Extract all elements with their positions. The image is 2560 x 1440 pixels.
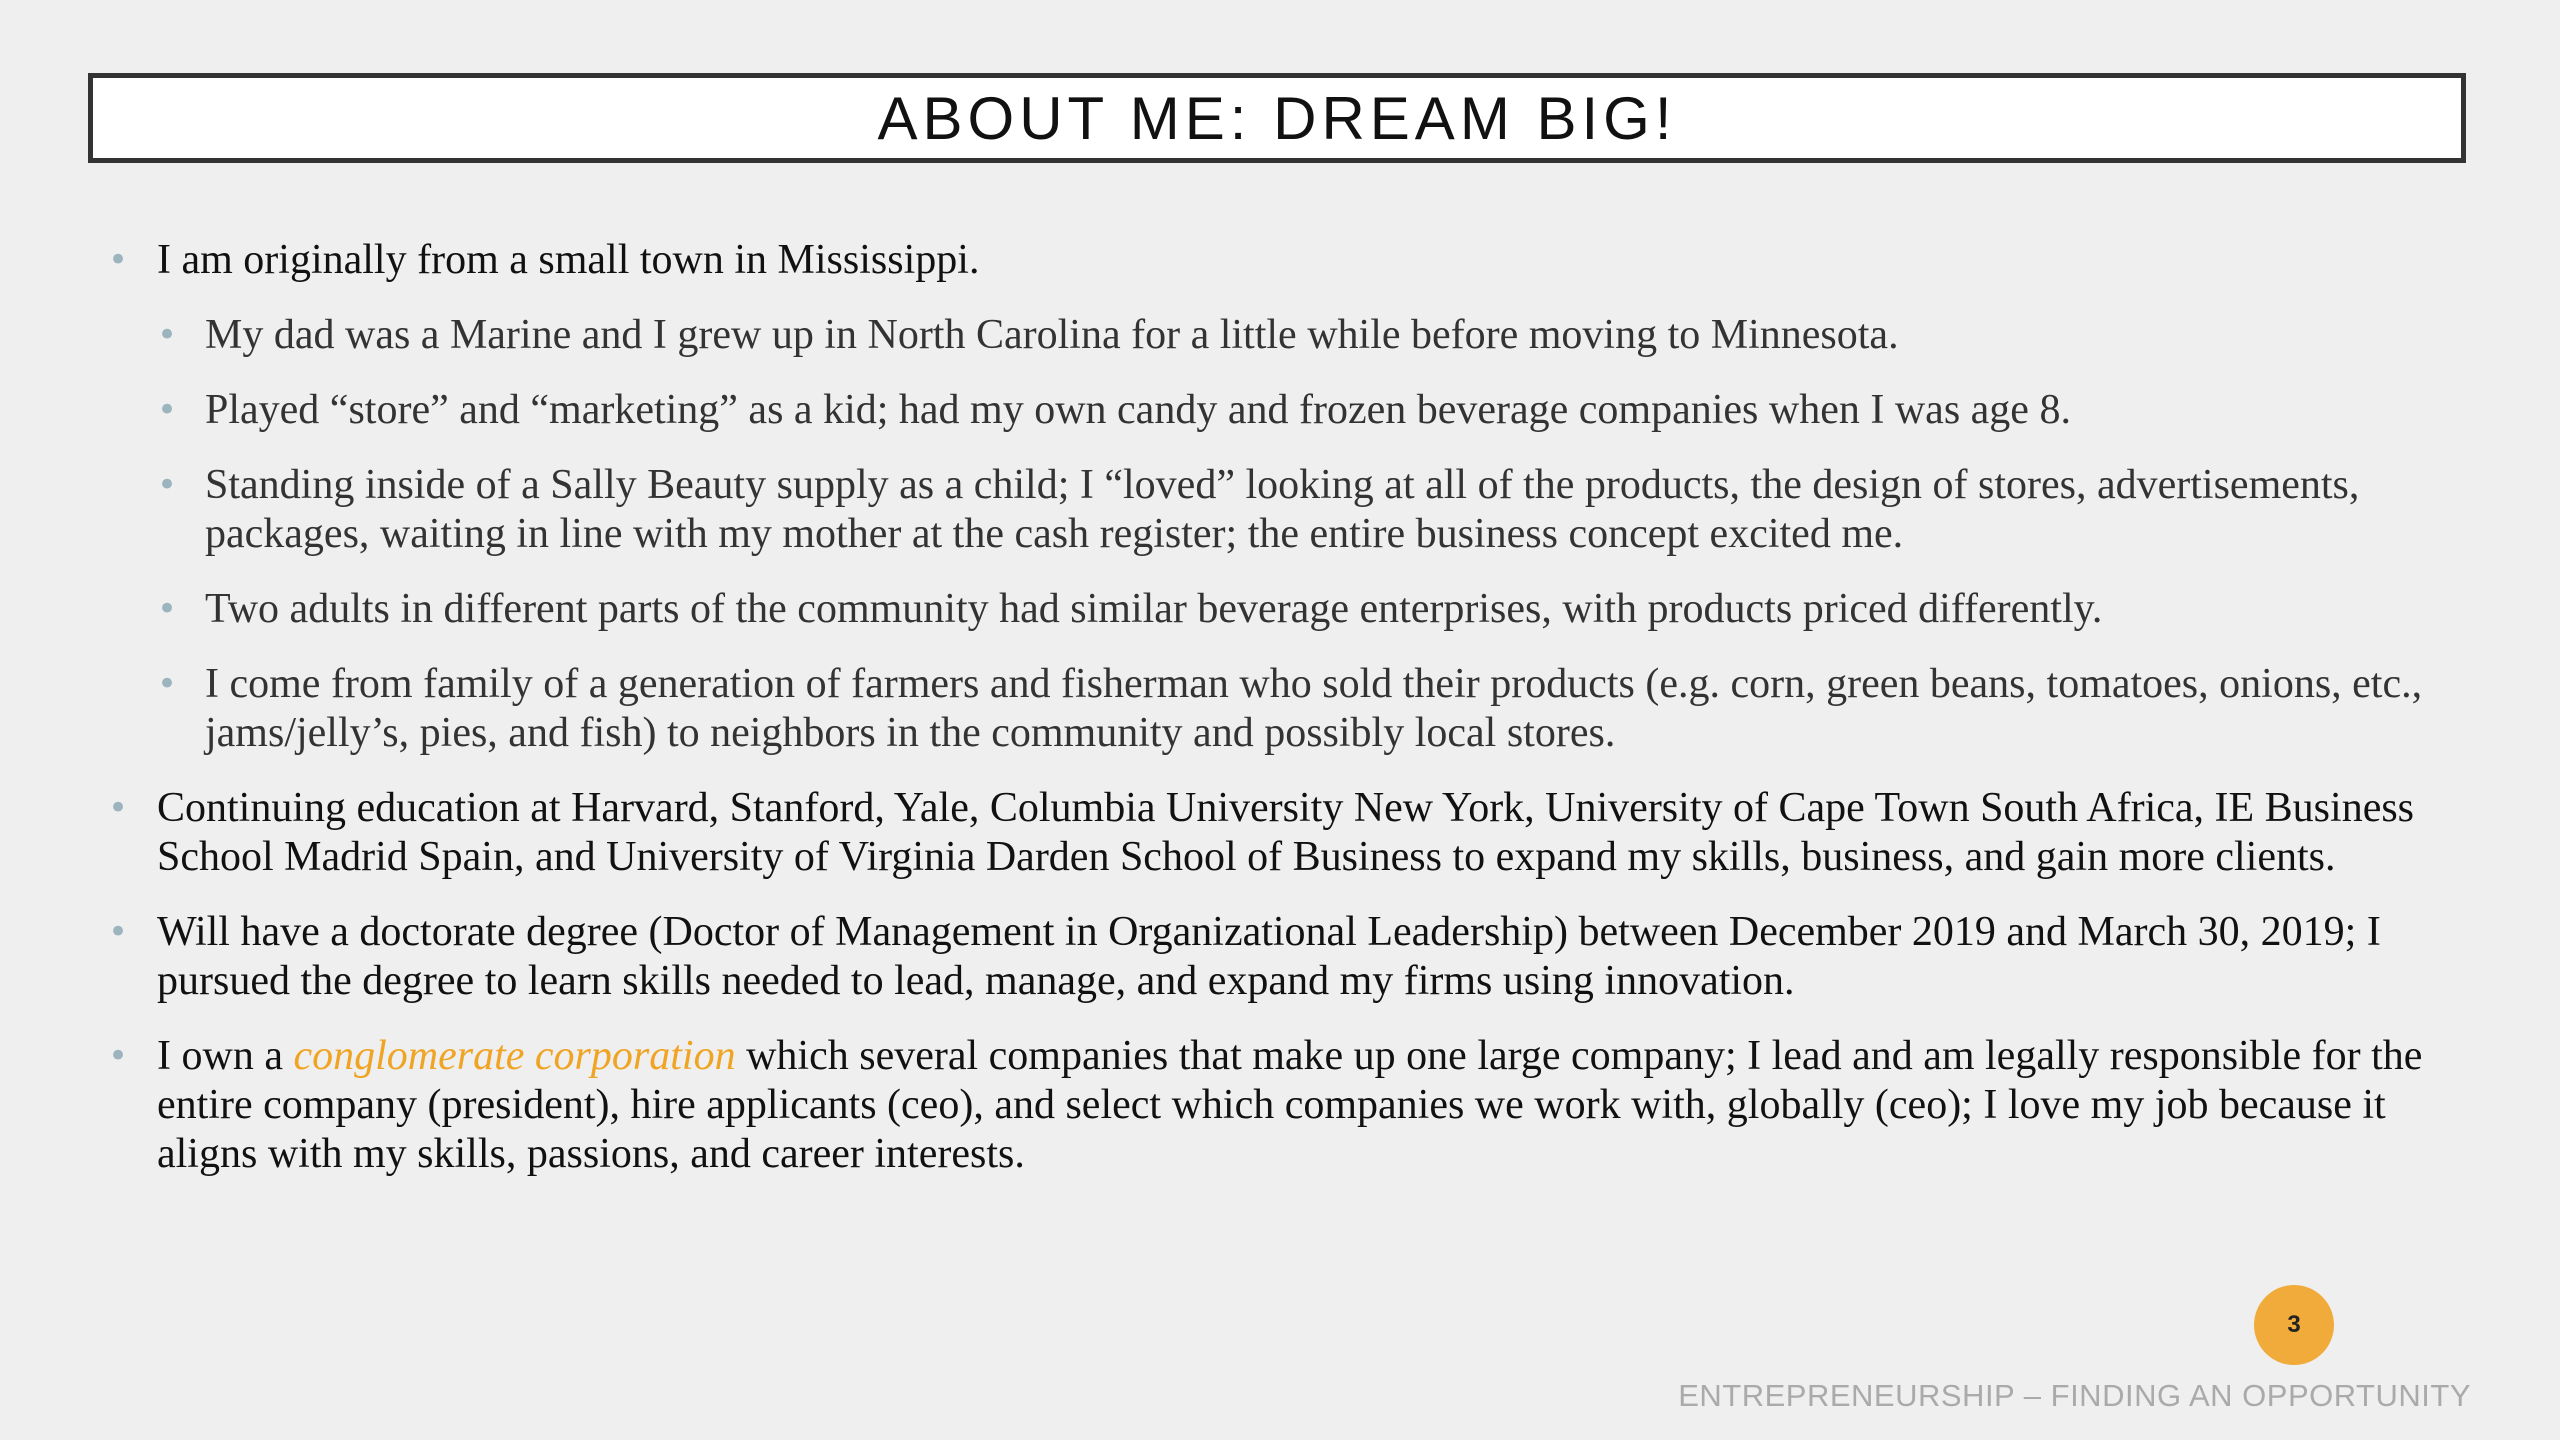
bullet-item [100, 908, 2480, 1006]
bullet-text-start: I own a [157, 1033, 294, 1079]
bullet-text-end: which several companies that make up one large company; I lead and am legally responsible for the entire company (president), hire applicants (ceo), and select which companies we work with, globally (ceo); I love my job because it aligns with my skills, passions, and career interests. [157, 1033, 2423, 1177]
bullet-text: My dad was a Marine and I grew up in North Carolina for a little while before moving to Minnesota. [205, 312, 1899, 358]
sub-bullet-item [100, 461, 2480, 559]
highlighted-term: conglomerate corporation [293, 1033, 736, 1079]
slide-title: ABOUT ME: DREAM BIG! [877, 84, 1677, 152]
bullet-item [100, 1032, 2480, 1179]
bullet-icon: • [108, 240, 129, 280]
bullet-icon: • [157, 589, 178, 629]
sub-bullet-item [100, 386, 2480, 435]
bullet-list [100, 236, 2480, 1205]
bullet-text: I come from family of a generation of farmers and fisherman who sold their products (e.g. corn, green beans, tomatoes, onions, etc., jams/jelly’s, pies, and fish) to neighbors in the community and possibly local stores. [205, 661, 2423, 756]
bullet-text: Played “store” and “marketing” as a kid; had my own candy and frozen beverage companies when I was age 8. [205, 387, 2071, 433]
bullet-icon: • [157, 465, 178, 505]
bullet-icon: • [108, 788, 129, 828]
sub-bullet-item [100, 311, 2480, 360]
footer-text: ENTREPRENEURSHIP – FINDING AN OPPORTUNITY [1678, 1378, 2471, 1413]
bullet-item [100, 236, 2480, 285]
page-number-badge [2254, 1285, 2334, 1365]
sub-bullet-item [100, 660, 2480, 758]
bullet-text: I am originally from a small town in Mississippi. [157, 237, 980, 283]
bullet-text: Standing inside of a Sally Beauty supply as a child; I “loved” looking at all of the products, the design of stores, advertisements, packages, waiting in line with my mother at the cash register; the entire business concept excited me. [205, 462, 2360, 557]
sub-bullet-item [100, 585, 2480, 634]
title-box [88, 73, 2466, 163]
bullet-text: Continuing education at Harvard, Stanford, Yale, Columbia University New York, University of Cape Town South Africa, IE Business School Madrid Spain, and University of Virginia Darden School of Business to expand my skills, business, and gain more clients. [157, 785, 2415, 880]
bullet-icon: • [157, 390, 178, 430]
bullet-icon: • [157, 664, 178, 704]
page-number: 3 [2287, 1311, 2301, 1338]
bullet-item [100, 784, 2480, 882]
bullet-text: Will have a doctorate degree (Doctor of Management in Organizational Leadership) between December 2019 and March 30, 2019; I pursued the degree to learn skills needed to lead, manage, and expand my firms using innovation. [157, 909, 2381, 1004]
bullet-icon: • [108, 912, 129, 952]
bullet-text: Two adults in different parts of the community had similar beverage enterprises, with products priced differently. [205, 586, 2103, 632]
bullet-icon: • [108, 1036, 129, 1076]
bullet-icon: • [157, 315, 178, 355]
